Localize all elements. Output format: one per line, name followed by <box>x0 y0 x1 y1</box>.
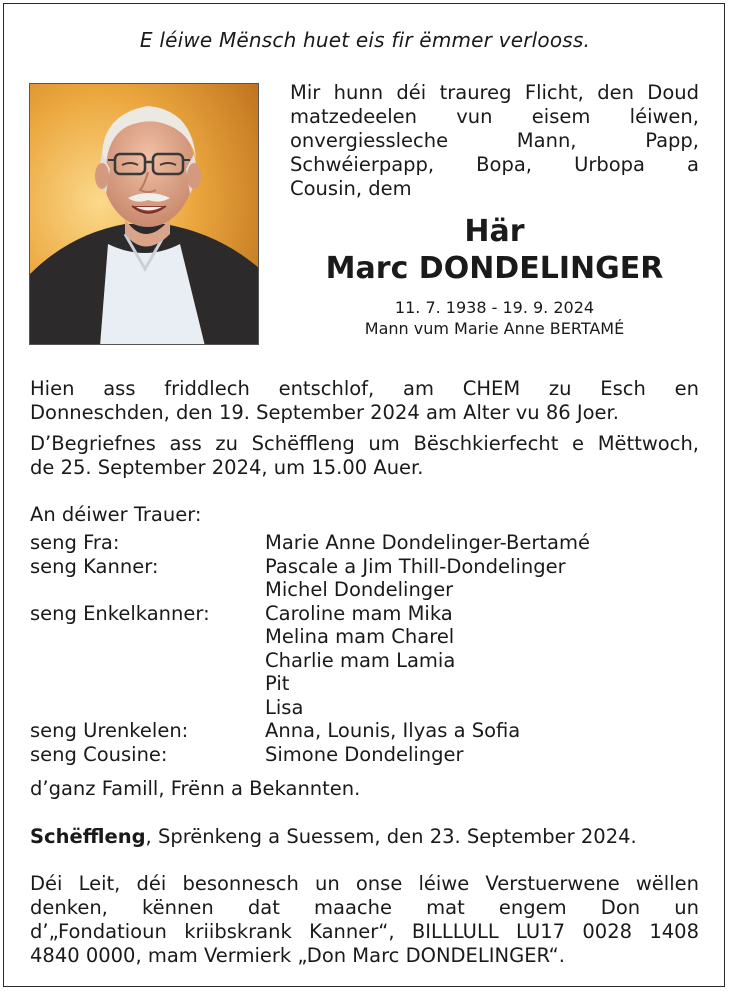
mourner-row <box>30 531 699 555</box>
mourning-title: An déiwer Trauer: <box>30 503 202 526</box>
mourner-name: Lisa <box>265 695 304 719</box>
mourner-relation: seng Fra: <box>30 531 120 554</box>
mourner-relation: seng Kanner: <box>30 554 159 578</box>
intro-line: Schwéierpapp, Bopa, Urbopa a <box>290 153 699 176</box>
paragraph-line: 4840 0000, mam Vermierk „Don Marc DONDELINGER“. <box>30 944 565 967</box>
mourner-name: Caroline mam Mika <box>265 601 453 625</box>
paragraph-line: Hien ass friddlech entschlof, am CHEM zu Esch en <box>30 377 699 400</box>
place-date-line <box>30 825 637 849</box>
mourner-name: Michel Dondelinger <box>265 578 454 601</box>
deceased-block <box>290 214 699 340</box>
mourners-list <box>30 531 699 766</box>
quote: E léiwe Mënsch huet eis fir ëmmer verlooss. <box>139 28 591 52</box>
intro-text <box>290 81 699 201</box>
paragraph-line: denken, kënnen dat maache mat engem Don un <box>30 896 699 919</box>
spouse-line: Mann vum Marie Anne BERTAMÉ <box>364 319 625 338</box>
family-line: d’ganz Famill, Frënn a Bekannten. <box>30 777 361 800</box>
intro-line: Mir hunn déi traureg Flicht, den Doud <box>290 81 699 104</box>
paragraph-line: d’„Fondatioun kriibskrank Kanner“, BILLLULL LU17 0028 1408 <box>30 920 699 943</box>
mourner-row <box>30 555 699 602</box>
mourner-name: Charlie mam Lamia <box>265 648 456 672</box>
mourner-name: Simone Dondelinger <box>265 742 464 766</box>
portrait-photo <box>29 83 259 345</box>
donation-paragraph <box>30 872 699 968</box>
place-town: Schëffleng <box>30 825 146 848</box>
mourner-name: Melina mam Charel <box>265 625 455 648</box>
mourner-row <box>30 602 699 720</box>
mourner-name: Marie Anne Dondelinger-Bertamé <box>265 531 590 554</box>
deceased-title: Här <box>464 214 525 249</box>
mourner-name: Pit <box>265 672 290 695</box>
intro-line: matzedeelen vun eisem léiwen, <box>290 105 699 128</box>
deceased-name: Marc DONDELINGER <box>325 251 664 286</box>
paragraph-line: Donneschden, den 19. September 2024 am Alter vu 86 Joer. <box>30 401 619 424</box>
death-paragraph <box>30 377 699 425</box>
paragraph-line: de 25. September 2024, um 15.00 Auer. <box>30 456 424 479</box>
mourner-relation: seng Enkelkanner: <box>30 601 210 625</box>
intro-line: Cousin, dem <box>290 177 412 200</box>
mourner-name: Anna, Lounis, Ilyas a Sofia <box>265 719 521 742</box>
intro-line: onvergiessleche Mann, Papp, <box>290 129 699 152</box>
paragraph-line: D’Begriefnes ass zu Schëffleng um Bëschkierfecht e Mëttwoch, <box>30 432 699 455</box>
place-rest: , Sprënkeng a Suessem, den 23. September 2024. <box>145 825 637 848</box>
funeral-paragraph <box>30 432 699 480</box>
mourner-name: Pascale a Jim Thill-Dondelinger <box>265 554 566 578</box>
life-dates: 11. 7. 1938 - 19. 9. 2024 <box>394 298 595 317</box>
mourner-row <box>30 719 699 743</box>
mourner-relation: seng Urenkelen: <box>30 719 189 742</box>
mourner-relation: seng Cousine: <box>30 742 168 766</box>
mourner-row <box>30 743 699 767</box>
paragraph-line: Déi Leit, déi besonnesch un onse léiwe Verstuerwene wëllen <box>30 872 699 895</box>
